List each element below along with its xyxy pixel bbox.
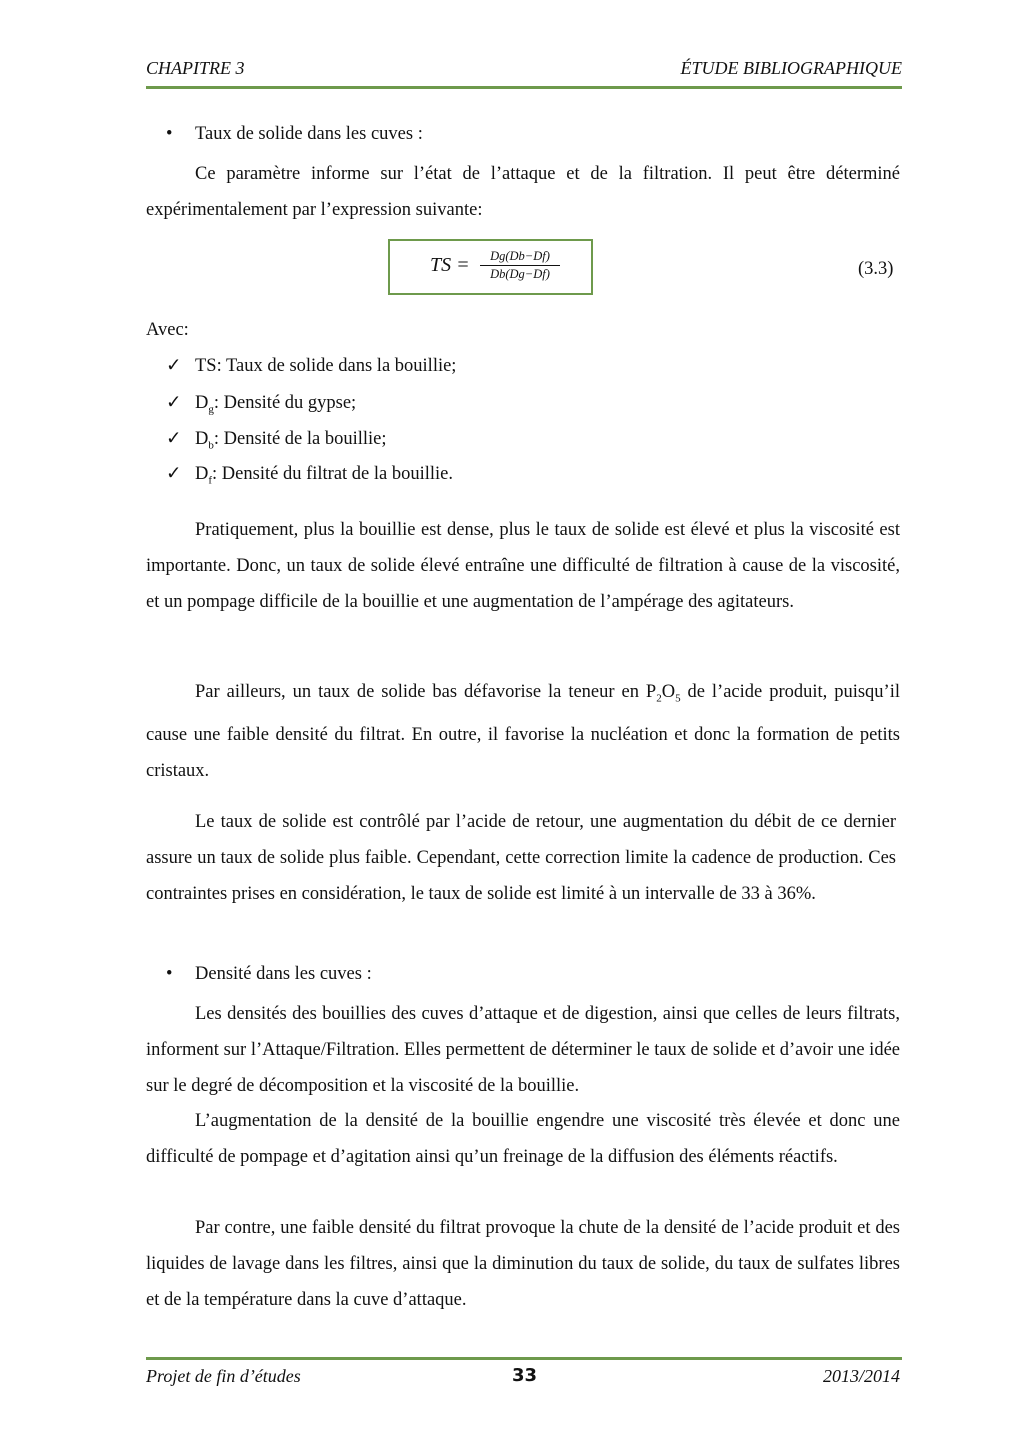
header-rule — [146, 86, 902, 89]
definition-item: ✓ $D_g$: Densité du gypse; — [166, 393, 357, 416]
paragraph-densities: Les densités des bouillies des cuves d’attaque et de digestion, ainsi que celles de leurs filtrats, informent sur l’Attaque/Filtration. Elles permettent de déterminer le taux de solide et d’avoir une idée sur le degré de décomposition et la viscosité de la bouillie. — [146, 1004, 900, 1096]
check-icon: ✓ — [166, 429, 182, 449]
section-heading: Densité dans les cuves : — [195, 964, 372, 984]
equation-numerator: Dg(Db−Df) — [480, 249, 560, 266]
check-icon: ✓ — [166, 464, 182, 484]
paragraph-control: Le taux de solide est contrôlé par l’acide de retour, une augmentation du débit de ce dernier assure un taux de solide plus faible. Cependant, cette correction limite la cadence de production. Ces contraintes prises en considération, le taux de solide est limité à un intervalle de 33 à 36%. — [146, 812, 896, 904]
footer-year: 2013/2014 — [822, 1366, 900, 1386]
header-section-title: ÉTUDE BIBLIOGRAPHIQUE — [680, 58, 902, 78]
paragraph-low-density: Par contre, une faible densité du filtrat provoque la chute de la densité de l’acide produit et des liquides de lavage dans les filtres, ainsi que la diminution du taux de solide, du taux de sulfates libres et de la température dans la cuve d’attaque. — [146, 1218, 900, 1310]
definition-item: ✓ $D_f$: Densité du filtrat de la bouillie. — [166, 464, 453, 487]
avec-label: Avec: — [146, 320, 189, 340]
check-icon: ✓ — [166, 356, 182, 376]
check-icon: ✓ — [166, 393, 182, 413]
equation-denominator: Db(Dg−Df) — [490, 267, 550, 281]
bullet-icon: • — [166, 964, 173, 984]
paragraph-density-increase: L’augmentation de la densité de la bouillie engendre une viscosité très élevée et donc une difficulté de pompage et d’agitation ainsi qu’un freinage de la diffusion des éléments réactifs. — [146, 1111, 900, 1167]
paragraph-low-solid: Par ailleurs, un taux de solide bas défavorise la teneur en $P_2O_5$ de l’acide produit, puisqu’il cause une faible densité du filtrat. En outre, il favorise la nucléation et donc la formation de petits cristaux. — [146, 682, 900, 781]
section-bullet-taux-solide — [166, 124, 423, 145]
definition-item: ✓ TS: Taux de solide dans la bouillie; — [166, 356, 457, 376]
header-chapter: CHAPITRE 3 — [146, 58, 245, 78]
definition-item: ✓ $D_b$: Densité de la bouillie; — [166, 429, 387, 452]
section-heading: Taux de solide dans les cuves : — [195, 124, 423, 144]
page-number: 33 — [512, 1365, 538, 1386]
equation-lhs: TS = — [430, 254, 470, 276]
intro-paragraph: Ce paramètre informe sur l’état de l’attaque et de la filtration. Il peut être déterminé expérimentalement par l’expression suivante: — [146, 164, 900, 220]
section-bullet-densite — [166, 964, 372, 985]
bullet-icon: • — [166, 124, 173, 144]
footer-project: Projet de fin d’études — [146, 1366, 301, 1386]
paragraph-density-viscosity: Pratiquement, plus la bouillie est dense, plus le taux de solide est élevé et plus la viscosité est importante. Donc, un taux de solide élevé entraîne une difficulté de filtration à cause de la viscosité, et un pompage difficile de la bouillie et une augmentation de l’ampérage des agitateurs. — [146, 520, 900, 612]
footer-rule — [146, 1357, 902, 1360]
equation-fraction — [480, 249, 560, 282]
equation-number: (3.3) — [858, 259, 894, 279]
